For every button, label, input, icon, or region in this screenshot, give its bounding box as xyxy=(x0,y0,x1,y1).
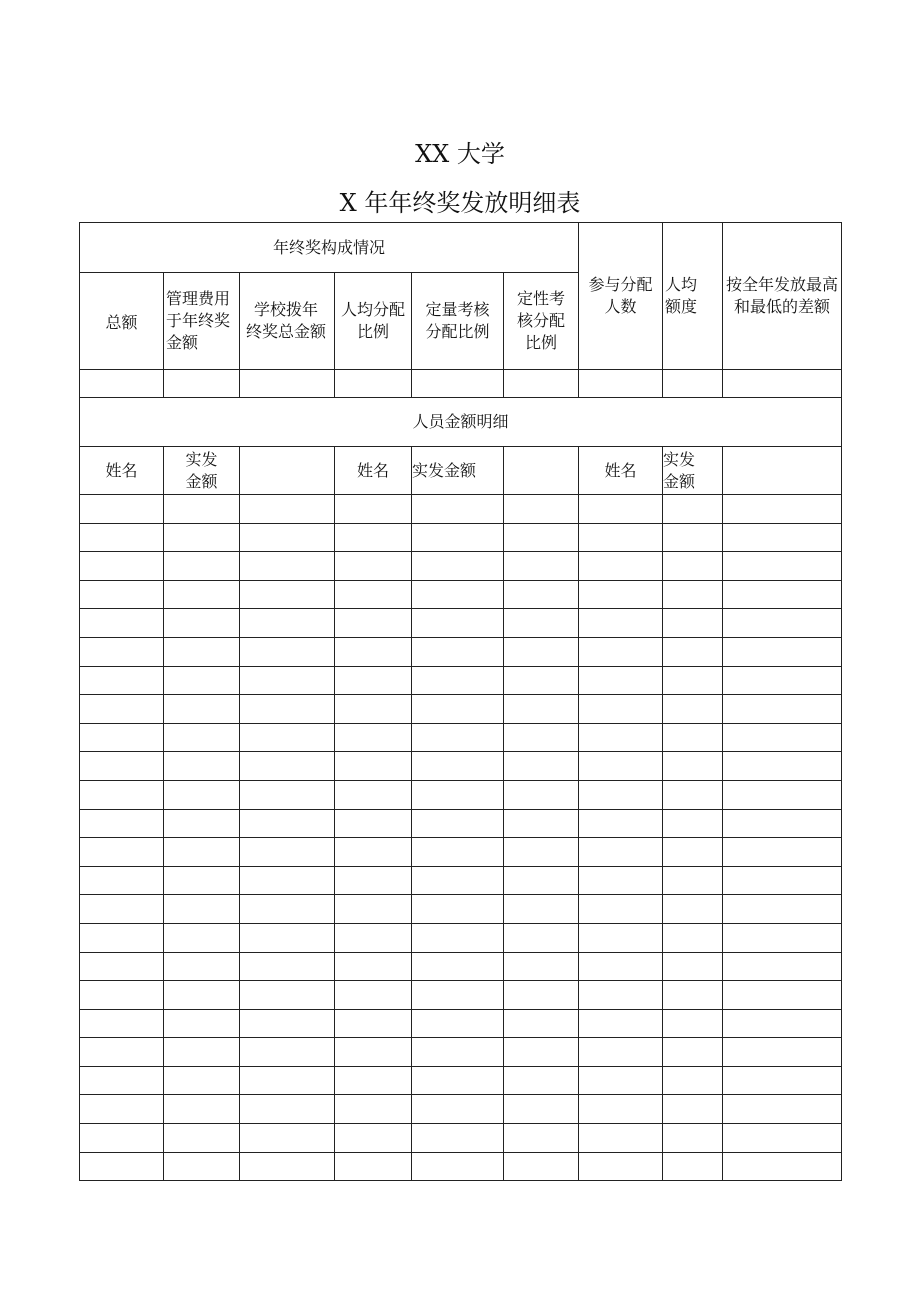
detail-cell[interactable] xyxy=(164,1095,240,1124)
document-title: XX 大学 xyxy=(415,140,505,168)
detail-cell[interactable] xyxy=(164,666,240,695)
detail-cell[interactable] xyxy=(723,780,842,809)
detail-cell[interactable] xyxy=(412,1066,504,1095)
detail-cell[interactable] xyxy=(335,780,412,809)
detail-cell[interactable] xyxy=(335,637,412,666)
detail-cell[interactable] xyxy=(412,809,504,838)
detail-cell[interactable] xyxy=(579,952,663,981)
detail-cell[interactable] xyxy=(80,895,164,924)
detail-cell[interactable] xyxy=(80,523,164,552)
header-blank-3 xyxy=(723,447,842,495)
detail-cell[interactable] xyxy=(80,609,164,638)
detail-cell[interactable] xyxy=(240,1038,335,1067)
detail-cell[interactable] xyxy=(164,1038,240,1067)
detail-cell[interactable] xyxy=(723,695,842,724)
detail-cell[interactable] xyxy=(723,1095,842,1124)
detail-cell[interactable] xyxy=(504,809,579,838)
details-section-title: 人员金额明细 xyxy=(80,398,842,447)
detail-cell[interactable] xyxy=(663,952,723,981)
detail-cell[interactable] xyxy=(723,1152,842,1181)
composition-value-row xyxy=(80,370,842,398)
detail-cell[interactable] xyxy=(240,809,335,838)
bonus-table xyxy=(79,222,842,1181)
header-school-allocation: 学校拨年终奖总金额 xyxy=(240,273,335,370)
detail-cell[interactable] xyxy=(240,552,335,581)
detail-cell[interactable] xyxy=(335,523,412,552)
detail-cell[interactable] xyxy=(240,1009,335,1038)
document-subtitle: X 年年终奖发放明细表 xyxy=(339,189,581,217)
detail-cell[interactable] xyxy=(412,952,504,981)
detail-row xyxy=(80,523,842,552)
detail-cell[interactable] xyxy=(663,666,723,695)
detail-cell[interactable] xyxy=(504,695,579,724)
detail-cell[interactable] xyxy=(663,695,723,724)
detail-cell[interactable] xyxy=(579,1152,663,1181)
detail-cell[interactable] xyxy=(80,1009,164,1038)
detail-cell[interactable] xyxy=(504,723,579,752)
detail-cell[interactable] xyxy=(504,866,579,895)
detail-cell[interactable] xyxy=(335,695,412,724)
detail-cell[interactable] xyxy=(240,838,335,867)
composition-section-title: 年终奖构成情况 xyxy=(80,223,579,273)
detail-cell[interactable] xyxy=(240,695,335,724)
detail-cell[interactable] xyxy=(80,752,164,781)
value-cell[interactable] xyxy=(240,370,335,398)
detail-cell[interactable] xyxy=(663,752,723,781)
detail-cell[interactable] xyxy=(335,923,412,952)
detail-cell[interactable] xyxy=(723,666,842,695)
detail-row xyxy=(80,552,842,581)
detail-cell[interactable] xyxy=(240,723,335,752)
detail-cell[interactable] xyxy=(504,895,579,924)
detail-cell[interactable] xyxy=(504,1095,579,1124)
detail-cell[interactable] xyxy=(240,1095,335,1124)
detail-cell[interactable] xyxy=(412,1009,504,1038)
detail-cell[interactable] xyxy=(579,695,663,724)
detail-row xyxy=(80,866,842,895)
detail-cell[interactable] xyxy=(579,723,663,752)
detail-cell[interactable] xyxy=(335,981,412,1010)
value-cell[interactable] xyxy=(504,370,579,398)
detail-cell[interactable] xyxy=(164,723,240,752)
detail-cell[interactable] xyxy=(80,495,164,524)
detail-cell[interactable] xyxy=(240,495,335,524)
header-blank-2 xyxy=(504,447,579,495)
detail-cell[interactable] xyxy=(80,780,164,809)
detail-cell[interactable] xyxy=(164,752,240,781)
detail-cell[interactable] xyxy=(240,1124,335,1153)
detail-row xyxy=(80,752,842,781)
detail-cell[interactable] xyxy=(80,838,164,867)
detail-cell[interactable] xyxy=(412,981,504,1010)
detail-cell[interactable] xyxy=(663,838,723,867)
detail-cell[interactable] xyxy=(335,809,412,838)
details-header-row xyxy=(80,447,842,495)
value-cell[interactable] xyxy=(80,370,164,398)
detail-cell[interactable] xyxy=(412,666,504,695)
detail-cell[interactable] xyxy=(164,1152,240,1181)
detail-cell[interactable] xyxy=(412,1095,504,1124)
detail-cell[interactable] xyxy=(504,666,579,695)
detail-row xyxy=(80,838,842,867)
detail-row xyxy=(80,666,842,695)
value-cell[interactable] xyxy=(663,370,723,398)
detail-cell[interactable] xyxy=(80,866,164,895)
detail-cell[interactable] xyxy=(80,1152,164,1181)
detail-cell[interactable] xyxy=(723,580,842,609)
detail-cell[interactable] xyxy=(412,723,504,752)
header-amount-1: 实发金额 xyxy=(164,447,240,495)
detail-cell[interactable] xyxy=(663,923,723,952)
detail-cell[interactable] xyxy=(240,580,335,609)
detail-cell[interactable] xyxy=(504,1124,579,1153)
detail-cell[interactable] xyxy=(80,637,164,666)
detail-row xyxy=(80,1038,842,1067)
detail-cell[interactable] xyxy=(723,981,842,1010)
detail-row xyxy=(80,923,842,952)
detail-cell[interactable] xyxy=(579,666,663,695)
detail-cell[interactable] xyxy=(335,895,412,924)
header-qualitative-ratio: 定性考核分配比例 xyxy=(504,273,579,370)
detail-cell[interactable] xyxy=(412,780,504,809)
detail-row xyxy=(80,895,842,924)
header-per-capita-amount: 人均额度 xyxy=(663,223,723,370)
detail-cell[interactable] xyxy=(663,552,723,581)
detail-cell[interactable] xyxy=(723,809,842,838)
detail-cell[interactable] xyxy=(663,809,723,838)
detail-cell[interactable] xyxy=(164,1009,240,1038)
detail-cell[interactable] xyxy=(504,523,579,552)
detail-cell[interactable] xyxy=(335,952,412,981)
detail-cell[interactable] xyxy=(723,1066,842,1095)
detail-cell[interactable] xyxy=(164,809,240,838)
detail-cell[interactable] xyxy=(80,552,164,581)
detail-cell[interactable] xyxy=(579,895,663,924)
detail-cell[interactable] xyxy=(579,1009,663,1038)
detail-cell[interactable] xyxy=(504,981,579,1010)
detail-cell[interactable] xyxy=(164,923,240,952)
detail-cell[interactable] xyxy=(240,981,335,1010)
detail-row xyxy=(80,495,842,524)
detail-cell[interactable] xyxy=(80,1124,164,1153)
detail-cell[interactable] xyxy=(80,1066,164,1095)
detail-cell[interactable] xyxy=(579,866,663,895)
detail-cell[interactable] xyxy=(412,523,504,552)
value-cell[interactable] xyxy=(723,370,842,398)
detail-cell[interactable] xyxy=(335,552,412,581)
detail-cell[interactable] xyxy=(663,495,723,524)
detail-cell[interactable] xyxy=(335,752,412,781)
detail-cell[interactable] xyxy=(335,1095,412,1124)
detail-cell[interactable] xyxy=(164,780,240,809)
detail-cell[interactable] xyxy=(335,1124,412,1153)
detail-cell[interactable] xyxy=(412,1038,504,1067)
detail-cell[interactable] xyxy=(723,523,842,552)
detail-row xyxy=(80,723,842,752)
header-quantitative-ratio: 定量考核分配比例 xyxy=(412,273,504,370)
detail-cell[interactable] xyxy=(80,952,164,981)
detail-cell[interactable] xyxy=(240,609,335,638)
detail-cell[interactable] xyxy=(504,1038,579,1067)
detail-cell[interactable] xyxy=(723,752,842,781)
detail-cell[interactable] xyxy=(80,666,164,695)
detail-cell[interactable] xyxy=(80,1038,164,1067)
detail-cell[interactable] xyxy=(504,552,579,581)
detail-cell[interactable] xyxy=(335,609,412,638)
header-name-3: 姓名 xyxy=(579,447,663,495)
detail-cell[interactable] xyxy=(240,1152,335,1181)
detail-cell[interactable] xyxy=(412,752,504,781)
header-name-2: 姓名 xyxy=(335,447,412,495)
detail-cell[interactable] xyxy=(663,723,723,752)
detail-cell[interactable] xyxy=(164,866,240,895)
detail-cell[interactable] xyxy=(504,637,579,666)
detail-cell[interactable] xyxy=(240,866,335,895)
detail-cell[interactable] xyxy=(663,895,723,924)
detail-cell[interactable] xyxy=(579,637,663,666)
value-cell[interactable] xyxy=(579,370,663,398)
detail-cell[interactable] xyxy=(723,495,842,524)
detail-cell[interactable] xyxy=(579,523,663,552)
detail-cell[interactable] xyxy=(412,1124,504,1153)
header-name-1: 姓名 xyxy=(80,447,164,495)
detail-cell[interactable] xyxy=(164,695,240,724)
detail-cell[interactable] xyxy=(504,752,579,781)
detail-cell[interactable] xyxy=(80,695,164,724)
detail-cell[interactable] xyxy=(412,552,504,581)
detail-cell[interactable] xyxy=(240,637,335,666)
detail-cell[interactable] xyxy=(80,981,164,1010)
detail-cell[interactable] xyxy=(80,809,164,838)
detail-cell[interactable] xyxy=(240,895,335,924)
detail-cell[interactable] xyxy=(663,637,723,666)
detail-cell[interactable] xyxy=(579,780,663,809)
detail-cell[interactable] xyxy=(504,1152,579,1181)
detail-cell[interactable] xyxy=(412,923,504,952)
detail-row xyxy=(80,1124,842,1153)
detail-cell[interactable] xyxy=(164,895,240,924)
detail-cell[interactable] xyxy=(723,895,842,924)
detail-cell[interactable] xyxy=(335,1152,412,1181)
detail-cell[interactable] xyxy=(164,981,240,1010)
detail-cell[interactable] xyxy=(164,552,240,581)
detail-cell[interactable] xyxy=(504,1009,579,1038)
detail-cell[interactable] xyxy=(579,552,663,581)
detail-cell[interactable] xyxy=(240,752,335,781)
value-cell[interactable] xyxy=(412,370,504,398)
detail-cell[interactable] xyxy=(335,495,412,524)
detail-cell[interactable] xyxy=(723,923,842,952)
detail-cell[interactable] xyxy=(412,895,504,924)
detail-cell[interactable] xyxy=(335,1066,412,1095)
detail-cell[interactable] xyxy=(164,952,240,981)
detail-cell[interactable] xyxy=(412,637,504,666)
detail-cell[interactable] xyxy=(504,580,579,609)
detail-cell[interactable] xyxy=(504,780,579,809)
detail-row xyxy=(80,637,842,666)
header-blank-1 xyxy=(240,447,335,495)
detail-cell[interactable] xyxy=(579,1066,663,1095)
detail-cell[interactable] xyxy=(504,1066,579,1095)
detail-cell[interactable] xyxy=(663,609,723,638)
detail-cell[interactable] xyxy=(335,666,412,695)
detail-cell[interactable] xyxy=(164,495,240,524)
detail-row xyxy=(80,1152,842,1181)
detail-cell[interactable] xyxy=(504,838,579,867)
detail-cell[interactable] xyxy=(579,752,663,781)
detail-cell[interactable] xyxy=(335,580,412,609)
header-max-min-diff: 按全年发放最高和最低的差额 xyxy=(723,223,842,370)
detail-cell[interactable] xyxy=(723,723,842,752)
detail-cell[interactable] xyxy=(504,923,579,952)
header-amount-2: 实发金额 xyxy=(412,447,504,495)
value-cell[interactable] xyxy=(164,370,240,398)
detail-cell[interactable] xyxy=(412,695,504,724)
detail-cell[interactable] xyxy=(723,866,842,895)
detail-cell[interactable] xyxy=(80,580,164,609)
detail-cell[interactable] xyxy=(723,609,842,638)
detail-row xyxy=(80,952,842,981)
detail-cell[interactable] xyxy=(663,1095,723,1124)
detail-cell[interactable] xyxy=(579,495,663,524)
detail-cell[interactable] xyxy=(723,552,842,581)
detail-cell[interactable] xyxy=(335,866,412,895)
detail-cell[interactable] xyxy=(164,580,240,609)
detail-cell[interactable] xyxy=(723,952,842,981)
detail-cell[interactable] xyxy=(240,923,335,952)
header-participants: 参与分配人数 xyxy=(579,223,663,370)
detail-cell[interactable] xyxy=(240,523,335,552)
detail-cell[interactable] xyxy=(412,580,504,609)
detail-cell[interactable] xyxy=(335,1009,412,1038)
detail-cell[interactable] xyxy=(504,495,579,524)
detail-cell[interactable] xyxy=(335,1038,412,1067)
detail-cell[interactable] xyxy=(240,952,335,981)
header-management-fee: 管理费用于年终奖金额 xyxy=(164,273,240,370)
detail-cell[interactable] xyxy=(579,809,663,838)
value-cell[interactable] xyxy=(335,370,412,398)
detail-cell[interactable] xyxy=(663,981,723,1010)
detail-row xyxy=(80,1066,842,1095)
header-per-capita-ratio: 人均分配比例 xyxy=(335,273,412,370)
detail-cell[interactable] xyxy=(412,1152,504,1181)
detail-cell[interactable] xyxy=(663,1038,723,1067)
header-amount-3: 实发金额 xyxy=(663,447,723,495)
detail-cell[interactable] xyxy=(412,609,504,638)
detail-row xyxy=(80,809,842,838)
detail-cell[interactable] xyxy=(579,580,663,609)
detail-row xyxy=(80,1095,842,1124)
detail-cell[interactable] xyxy=(723,637,842,666)
detail-cell[interactable] xyxy=(164,523,240,552)
detail-cell[interactable] xyxy=(80,723,164,752)
detail-cell[interactable] xyxy=(240,780,335,809)
detail-cell[interactable] xyxy=(504,952,579,981)
detail-cell[interactable] xyxy=(164,609,240,638)
detail-cell[interactable] xyxy=(663,580,723,609)
detail-cell[interactable] xyxy=(240,666,335,695)
detail-cell[interactable] xyxy=(663,523,723,552)
detail-cell[interactable] xyxy=(723,1038,842,1067)
detail-cell[interactable] xyxy=(412,866,504,895)
detail-cell[interactable] xyxy=(80,1095,164,1124)
detail-cell[interactable] xyxy=(335,838,412,867)
detail-cell[interactable] xyxy=(663,780,723,809)
detail-row xyxy=(80,580,842,609)
detail-cell[interactable] xyxy=(164,1066,240,1095)
detail-cell[interactable] xyxy=(579,1124,663,1153)
detail-row xyxy=(80,609,842,638)
detail-cell[interactable] xyxy=(335,723,412,752)
detail-cell[interactable] xyxy=(663,1066,723,1095)
detail-cell[interactable] xyxy=(579,981,663,1010)
detail-cell[interactable] xyxy=(663,1009,723,1038)
detail-cell[interactable] xyxy=(412,495,504,524)
detail-cell[interactable] xyxy=(579,838,663,867)
detail-cell[interactable] xyxy=(164,1124,240,1153)
detail-cell[interactable] xyxy=(80,923,164,952)
detail-cell[interactable] xyxy=(504,609,579,638)
detail-row xyxy=(80,780,842,809)
detail-cell[interactable] xyxy=(663,1152,723,1181)
detail-cell[interactable] xyxy=(240,1066,335,1095)
header-total: 总额 xyxy=(80,273,164,370)
detail-cell[interactable] xyxy=(164,838,240,867)
detail-cell[interactable] xyxy=(663,866,723,895)
detail-cell[interactable] xyxy=(579,1095,663,1124)
detail-row xyxy=(80,1009,842,1038)
detail-cell[interactable] xyxy=(164,637,240,666)
detail-cell[interactable] xyxy=(579,609,663,638)
detail-cell[interactable] xyxy=(663,1124,723,1153)
detail-cell[interactable] xyxy=(412,838,504,867)
detail-cell[interactable] xyxy=(579,923,663,952)
detail-cell[interactable] xyxy=(579,1038,663,1067)
detail-row xyxy=(80,695,842,724)
detail-cell[interactable] xyxy=(723,838,842,867)
detail-cell[interactable] xyxy=(723,1009,842,1038)
detail-cell[interactable] xyxy=(723,1124,842,1153)
detail-row xyxy=(80,981,842,1010)
